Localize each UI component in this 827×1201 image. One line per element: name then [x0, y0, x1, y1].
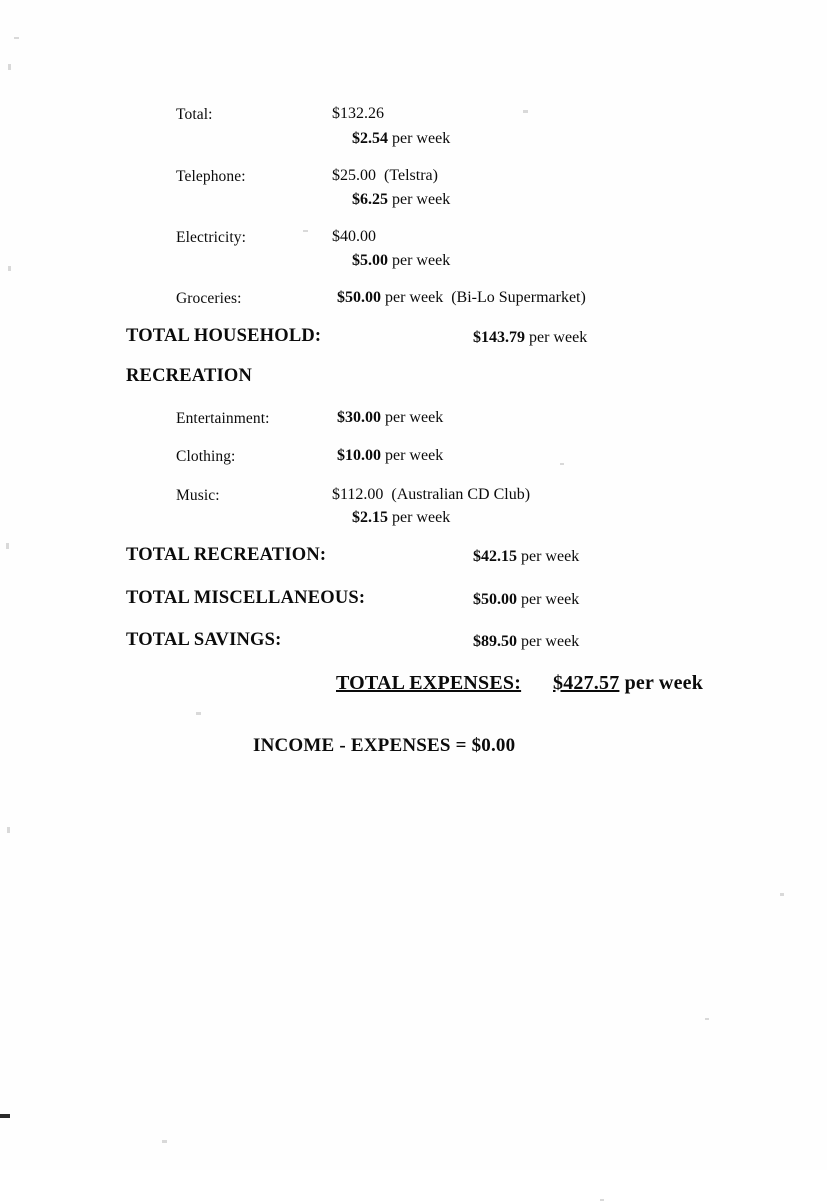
item-note: (Bi-Lo Supermarket) [443, 289, 586, 306]
item-value-total [332, 105, 384, 123]
item-value-telephone [332, 167, 438, 185]
item-sub-amount: $5.00 [352, 252, 388, 269]
scan-artifact [8, 64, 11, 70]
scan-edge-mark [0, 1114, 10, 1118]
scan-artifact [162, 1140, 167, 1143]
value-total-savings [473, 633, 579, 651]
item-note: (Australian CD Club) [383, 486, 531, 503]
total-unit: per week [517, 633, 580, 650]
total-amount: $42.15 [473, 548, 517, 565]
item-label-entertainment: Entertainment: [176, 410, 270, 427]
heading-total-savings: TOTAL SAVINGS: [126, 630, 282, 650]
total-amount: $89.50 [473, 633, 517, 650]
item-amount: $10.00 [337, 447, 381, 464]
item-sub-unit: per week [388, 130, 451, 147]
heading-total-miscellaneous: TOTAL MISCELLANEOUS: [126, 588, 366, 608]
heading-total-recreation: TOTAL RECREATION: [126, 545, 327, 565]
item-unit: per week [381, 409, 444, 426]
item-value-entertainment [337, 409, 443, 427]
total-unit: per week [517, 591, 580, 608]
item-value-clothing [337, 447, 443, 465]
item-sub-unit: per week [388, 509, 451, 526]
item-subline-telephone [352, 191, 450, 209]
item-amount: $132.26 [332, 105, 384, 122]
item-unit: per week [381, 447, 444, 464]
heading-total-household: TOTAL HOUSEHOLD: [126, 326, 322, 346]
item-label-groceries: Groceries: [176, 290, 242, 307]
scan-artifact [7, 827, 10, 833]
scan-artifact [14, 37, 19, 39]
item-value-groceries [337, 289, 586, 307]
item-note: (Telstra) [376, 167, 438, 184]
grand-total-unit: per week [619, 672, 704, 694]
scan-artifact [523, 110, 528, 113]
scan-artifact [196, 712, 201, 715]
item-label-total: Total: [176, 106, 213, 123]
total-amount: $143.79 [473, 329, 525, 346]
item-sub-unit: per week [388, 252, 451, 269]
total-unit: per week [525, 329, 588, 346]
scan-artifact [705, 1018, 709, 1020]
item-label-music: Music: [176, 487, 220, 504]
grand-total-label-text: TOTAL EXPENSES: [336, 672, 522, 694]
income-minus-expenses-line: INCOME - EXPENSES = $0.00 [253, 735, 516, 756]
total-amount: $50.00 [473, 591, 517, 608]
item-label-clothing: Clothing: [176, 448, 236, 465]
item-label-telephone: Telephone: [176, 168, 246, 185]
item-subline-music [352, 509, 450, 527]
item-label-electricity: Electricity: [176, 229, 247, 246]
scan-artifact [8, 266, 11, 271]
scan-artifact [303, 230, 308, 232]
item-unit: per week [381, 289, 444, 306]
item-amount: $50.00 [337, 289, 381, 306]
item-sub-amount: $2.54 [352, 130, 388, 147]
scan-artifact [560, 463, 564, 465]
heading-recreation: RECREATION [126, 366, 253, 386]
grand-total-value [553, 672, 703, 695]
scan-artifact [6, 543, 9, 549]
item-amount: $112.00 [332, 486, 384, 503]
item-sub-unit: per week [388, 191, 451, 208]
item-value-electricity [332, 228, 376, 246]
value-total-miscellaneous [473, 591, 579, 609]
value-total-household [473, 329, 587, 347]
total-unit: per week [517, 548, 580, 565]
value-total-recreation [473, 548, 579, 566]
item-sub-amount: $2.15 [352, 509, 388, 526]
item-amount: $30.00 [337, 409, 381, 426]
grand-total-label [336, 672, 521, 695]
item-sub-amount: $6.25 [352, 191, 388, 208]
item-subline-electricity [352, 252, 450, 270]
item-amount: $40.00 [332, 228, 376, 245]
grand-total-amount: $427.57 [553, 672, 620, 694]
item-amount: $25.00 [332, 167, 376, 184]
item-subline-total [352, 130, 450, 148]
scan-artifact [780, 893, 784, 896]
item-value-music [332, 486, 530, 504]
